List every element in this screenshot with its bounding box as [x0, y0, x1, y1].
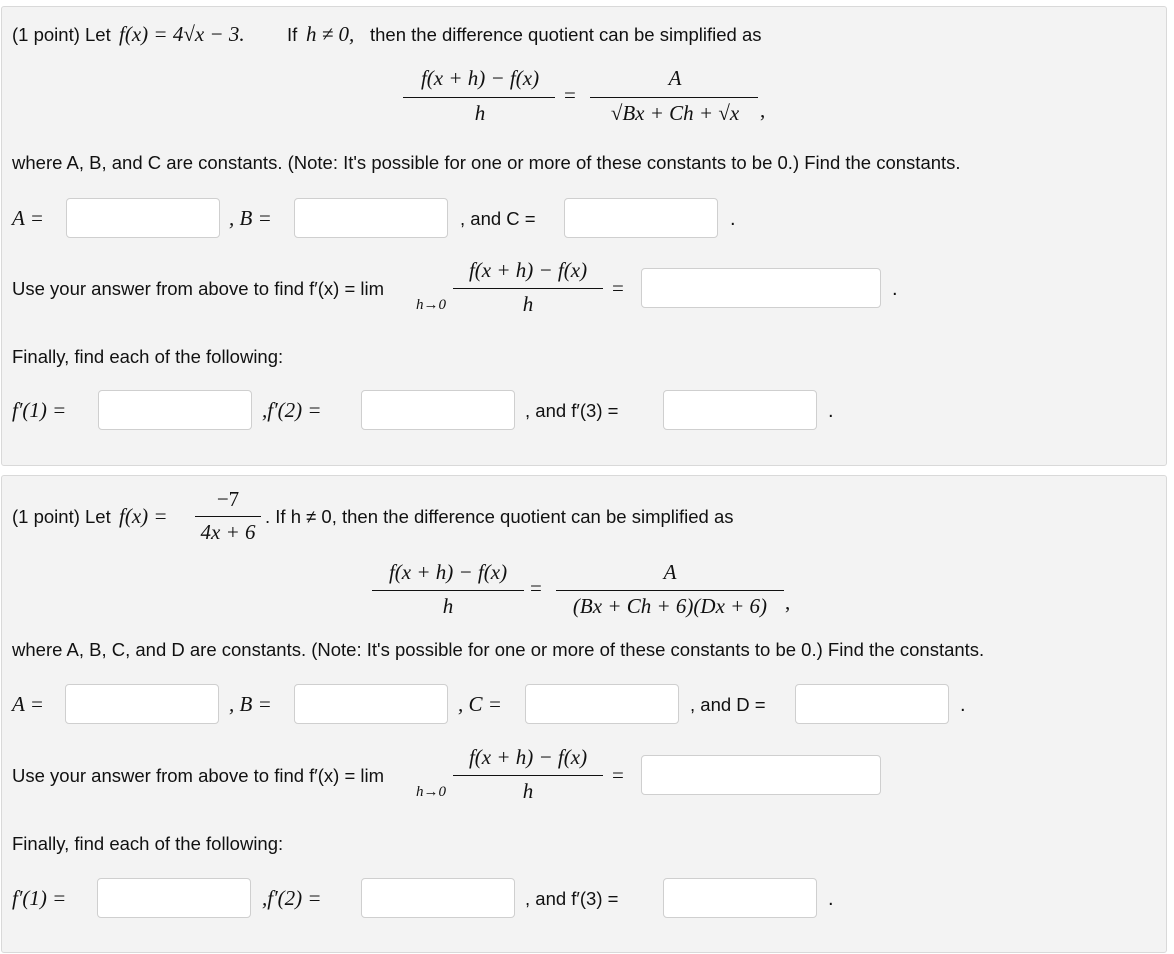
p2-input-fp3[interactable]: [663, 878, 817, 918]
p1-rhs-fraction-bar: [590, 97, 758, 98]
p1-input-b[interactable]: [294, 198, 448, 238]
p2-trailing-comma: ,: [785, 590, 791, 614]
p1-period-derivative: .: [892, 278, 898, 300]
p1-input-derivative[interactable]: [641, 268, 881, 308]
p2-lim-fraction-bar: [453, 775, 603, 776]
p2-lim-equals: =: [612, 763, 624, 787]
p2-function-fraction-bar: [195, 516, 261, 517]
p2-function-lhs: f(x) =: [119, 504, 168, 528]
p1-input-fp2[interactable]: [361, 390, 515, 430]
p1-finally-text: Finally, find each of the following:: [12, 346, 284, 367]
p2-finally-text: Finally, find each of the following:: [12, 833, 284, 854]
p2-label-b: , B =: [229, 692, 272, 716]
p1-derivative-text: Use your answer from above to find f′(x) = lim: [12, 278, 385, 299]
p1-intro: (1 point) Let: [12, 24, 111, 45]
p1-dq-fraction-bar: [403, 97, 555, 98]
p1-period-abc: .: [730, 208, 736, 230]
p2-input-b[interactable]: [294, 684, 448, 724]
p1-label-a: A =: [12, 206, 44, 230]
p2-lim-subscript: h→0: [416, 784, 446, 800]
p2-label-fp3: , and f′(3) =: [525, 888, 619, 909]
p2-input-fp1[interactable]: [97, 878, 251, 918]
p2-input-a[interactable]: [65, 684, 219, 724]
p2-lim-numerator: f(x + h) − f(x): [468, 745, 588, 769]
p1-equals: =: [564, 83, 576, 107]
p2-dq-fraction-bar: [372, 590, 524, 591]
p2-dq-denominator: h: [442, 594, 454, 618]
p1-period-fp: .: [828, 400, 834, 422]
p2-rhs-fraction-bar: [556, 590, 784, 591]
p2-rhs-numerator: A: [663, 560, 677, 584]
p2-equals: =: [530, 576, 542, 600]
p2-input-derivative[interactable]: [641, 755, 881, 795]
p2-label-d: , and D =: [690, 694, 766, 715]
p1-label-b: , B =: [229, 206, 272, 230]
p2-label-a: A =: [12, 692, 44, 716]
p2-label-fp2: ,f′(2) =: [262, 886, 322, 910]
p1-input-c[interactable]: [564, 198, 718, 238]
p2-dq-numerator: f(x + h) − f(x): [388, 560, 508, 584]
p1-lim-subscript: h→0: [416, 297, 446, 313]
p1-input-fp1[interactable]: [98, 390, 252, 430]
p2-function-denominator: 4x + 6: [200, 520, 256, 544]
p2-period-abcd: .: [960, 694, 966, 716]
p2-lim-denominator: h: [522, 779, 534, 803]
p2-derivative-text: Use your answer from above to find f′(x) = lim: [12, 765, 385, 786]
p2-label-c: , C =: [458, 692, 502, 716]
p1-label-c: , and C =: [460, 208, 536, 229]
p2-label-fp1: f′(1) =: [12, 886, 67, 910]
p2-input-d[interactable]: [795, 684, 949, 724]
p1-h-ne-0: h ≠ 0,: [306, 22, 355, 46]
p1-label-fp3: , and f′(3) =: [525, 400, 619, 421]
p1-input-fp3[interactable]: [663, 390, 817, 430]
p1-rhs-numerator: A: [668, 66, 682, 90]
p1-lim-numerator: f(x + h) − f(x): [468, 258, 588, 282]
p2-intro-rest: . If h ≠ 0, then the difference quotient can be simplified as: [265, 506, 734, 527]
p2-intro: (1 point) Let: [12, 506, 111, 527]
p2-function-numerator: −7: [216, 487, 240, 511]
p1-function: f(x) = 4√x − 3.: [119, 22, 245, 46]
p1-trailing-comma: ,: [760, 98, 766, 122]
p1-lim-fraction-bar: [453, 288, 603, 289]
p2-input-c[interactable]: [525, 684, 679, 724]
p1-dq-denominator: h: [474, 101, 486, 125]
p1-input-a[interactable]: [66, 198, 220, 238]
p1-label-fp2: ,f′(2) =: [262, 398, 322, 422]
p1-lim-denominator: h: [522, 292, 534, 316]
p2-rhs-denominator: (Bx + Ch + 6)(Dx + 6): [572, 594, 768, 618]
p2-input-fp2[interactable]: [361, 878, 515, 918]
p1-rhs-denominator: √Bx + Ch + √x: [610, 101, 740, 125]
p1-intro-rest: then the difference quotient can be simplified as: [370, 24, 762, 45]
p1-dq-numerator: f(x + h) − f(x): [420, 66, 540, 90]
p1-where-text: where A, B, and C are constants. (Note: It's possible for one or more of these constants to be 0.) Find the constants.: [12, 152, 961, 173]
p2-period-fp: .: [828, 888, 834, 910]
p1-if: If: [287, 24, 298, 45]
p1-lim-equals: =: [612, 276, 624, 300]
p1-label-fp1: f′(1) =: [12, 398, 67, 422]
p2-where-text: where A, B, C, and D are constants. (Note: It's possible for one or more of these constants to be 0.) Find the constants.: [12, 639, 985, 660]
